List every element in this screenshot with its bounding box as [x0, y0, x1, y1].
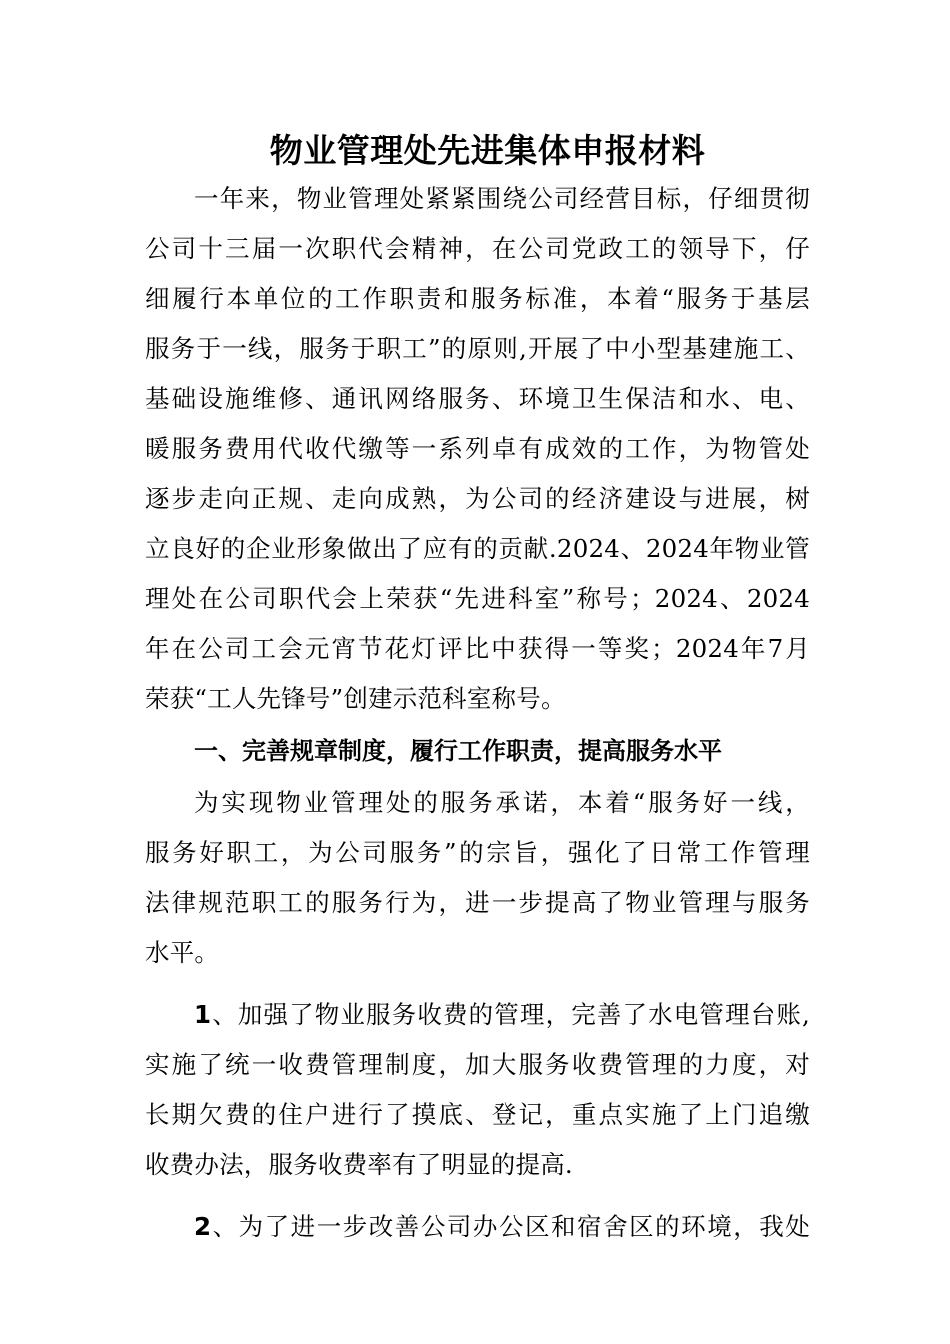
paragraph-line — [145, 1202, 810, 1252]
paragraph-line: 荣获“工人先锋号”创建示范科室称号。 — [145, 684, 566, 713]
section1-paragraph — [145, 778, 810, 978]
item-number: 2 — [194, 1212, 212, 1241]
paragraph-line: 立良好的企业形象做出了应有的贡献.2024、2024年物业管 — [145, 534, 810, 563]
section-heading: 一、完善规章制度，履行工作职责，提高服务水平 — [194, 737, 722, 765]
paragraph-line: 一年来，物业管理处紧紧围绕公司经营目标，仔细贯彻 — [194, 184, 810, 213]
paragraph-line: 服务于一线，服务于职工”的原则,开展了中小型基建施工、 — [145, 334, 810, 363]
paragraph-line — [145, 990, 810, 1040]
item-text: 、加强了物业服务收费的管理，完善了水电管理台账, — [211, 1000, 810, 1029]
item-number: 1 — [194, 1000, 212, 1029]
paragraph-line: 暖服务费用代收代缴等一系列卓有成效的工作，为物管处 — [145, 434, 810, 463]
document-page — [145, 128, 810, 1252]
paragraph-line: 逐步走向正规、走向成熟，为公司的经济建设与进展，树 — [145, 484, 810, 513]
paragraph-line: 公司十三届一次职代会精神，在公司党政工的领导下，仔 — [145, 234, 810, 263]
paragraph-line: 长期欠费的住户进行了摸底、登记，重点实施了上门追缴 — [145, 1100, 810, 1129]
paragraph-line: 实施了统一收费管理制度，加大服务收费管理的力度，对 — [145, 1050, 810, 1079]
paragraph-line: 理处在公司职代会上荣获“先进科室”称号；2024、2024 — [145, 584, 810, 613]
paragraph-line: 细履行本单位的工作职责和服务标准，本着“服务于基层 — [145, 284, 810, 313]
paragraph-gap — [145, 978, 810, 990]
paragraph-line: 基础设施维修、通讯网络服务、环境卫生保洁和水、电、 — [145, 384, 810, 413]
document-title: 物业管理处先进集体申报材料 — [269, 131, 706, 170]
paragraph-line: 收费办法，服务收费率有了明显的提高. — [145, 1150, 573, 1179]
paragraph-gap — [145, 1190, 810, 1202]
item-text: 、为了进一步改善公司办公区和宿舍区的环境，我处 — [211, 1212, 810, 1241]
item2-paragraph — [145, 1202, 810, 1252]
paragraph-line: 法律规范职工的服务行为，进一步提高了物业管理与服务 — [145, 888, 810, 917]
paragraph-line: 水平。 — [145, 938, 220, 967]
item1-paragraph — [145, 990, 810, 1190]
intro-paragraph — [145, 174, 810, 724]
paragraph-line: 服务好职工，为公司服务”的宗旨，强化了日常工作管理 — [145, 838, 810, 867]
paragraph-line: 年在公司工会元宵节花灯评比中获得一等奖；2024年7月 — [145, 634, 810, 663]
paragraph-line: 为实现物业管理处的服务承诺，本着“服务好一线， — [194, 788, 810, 817]
